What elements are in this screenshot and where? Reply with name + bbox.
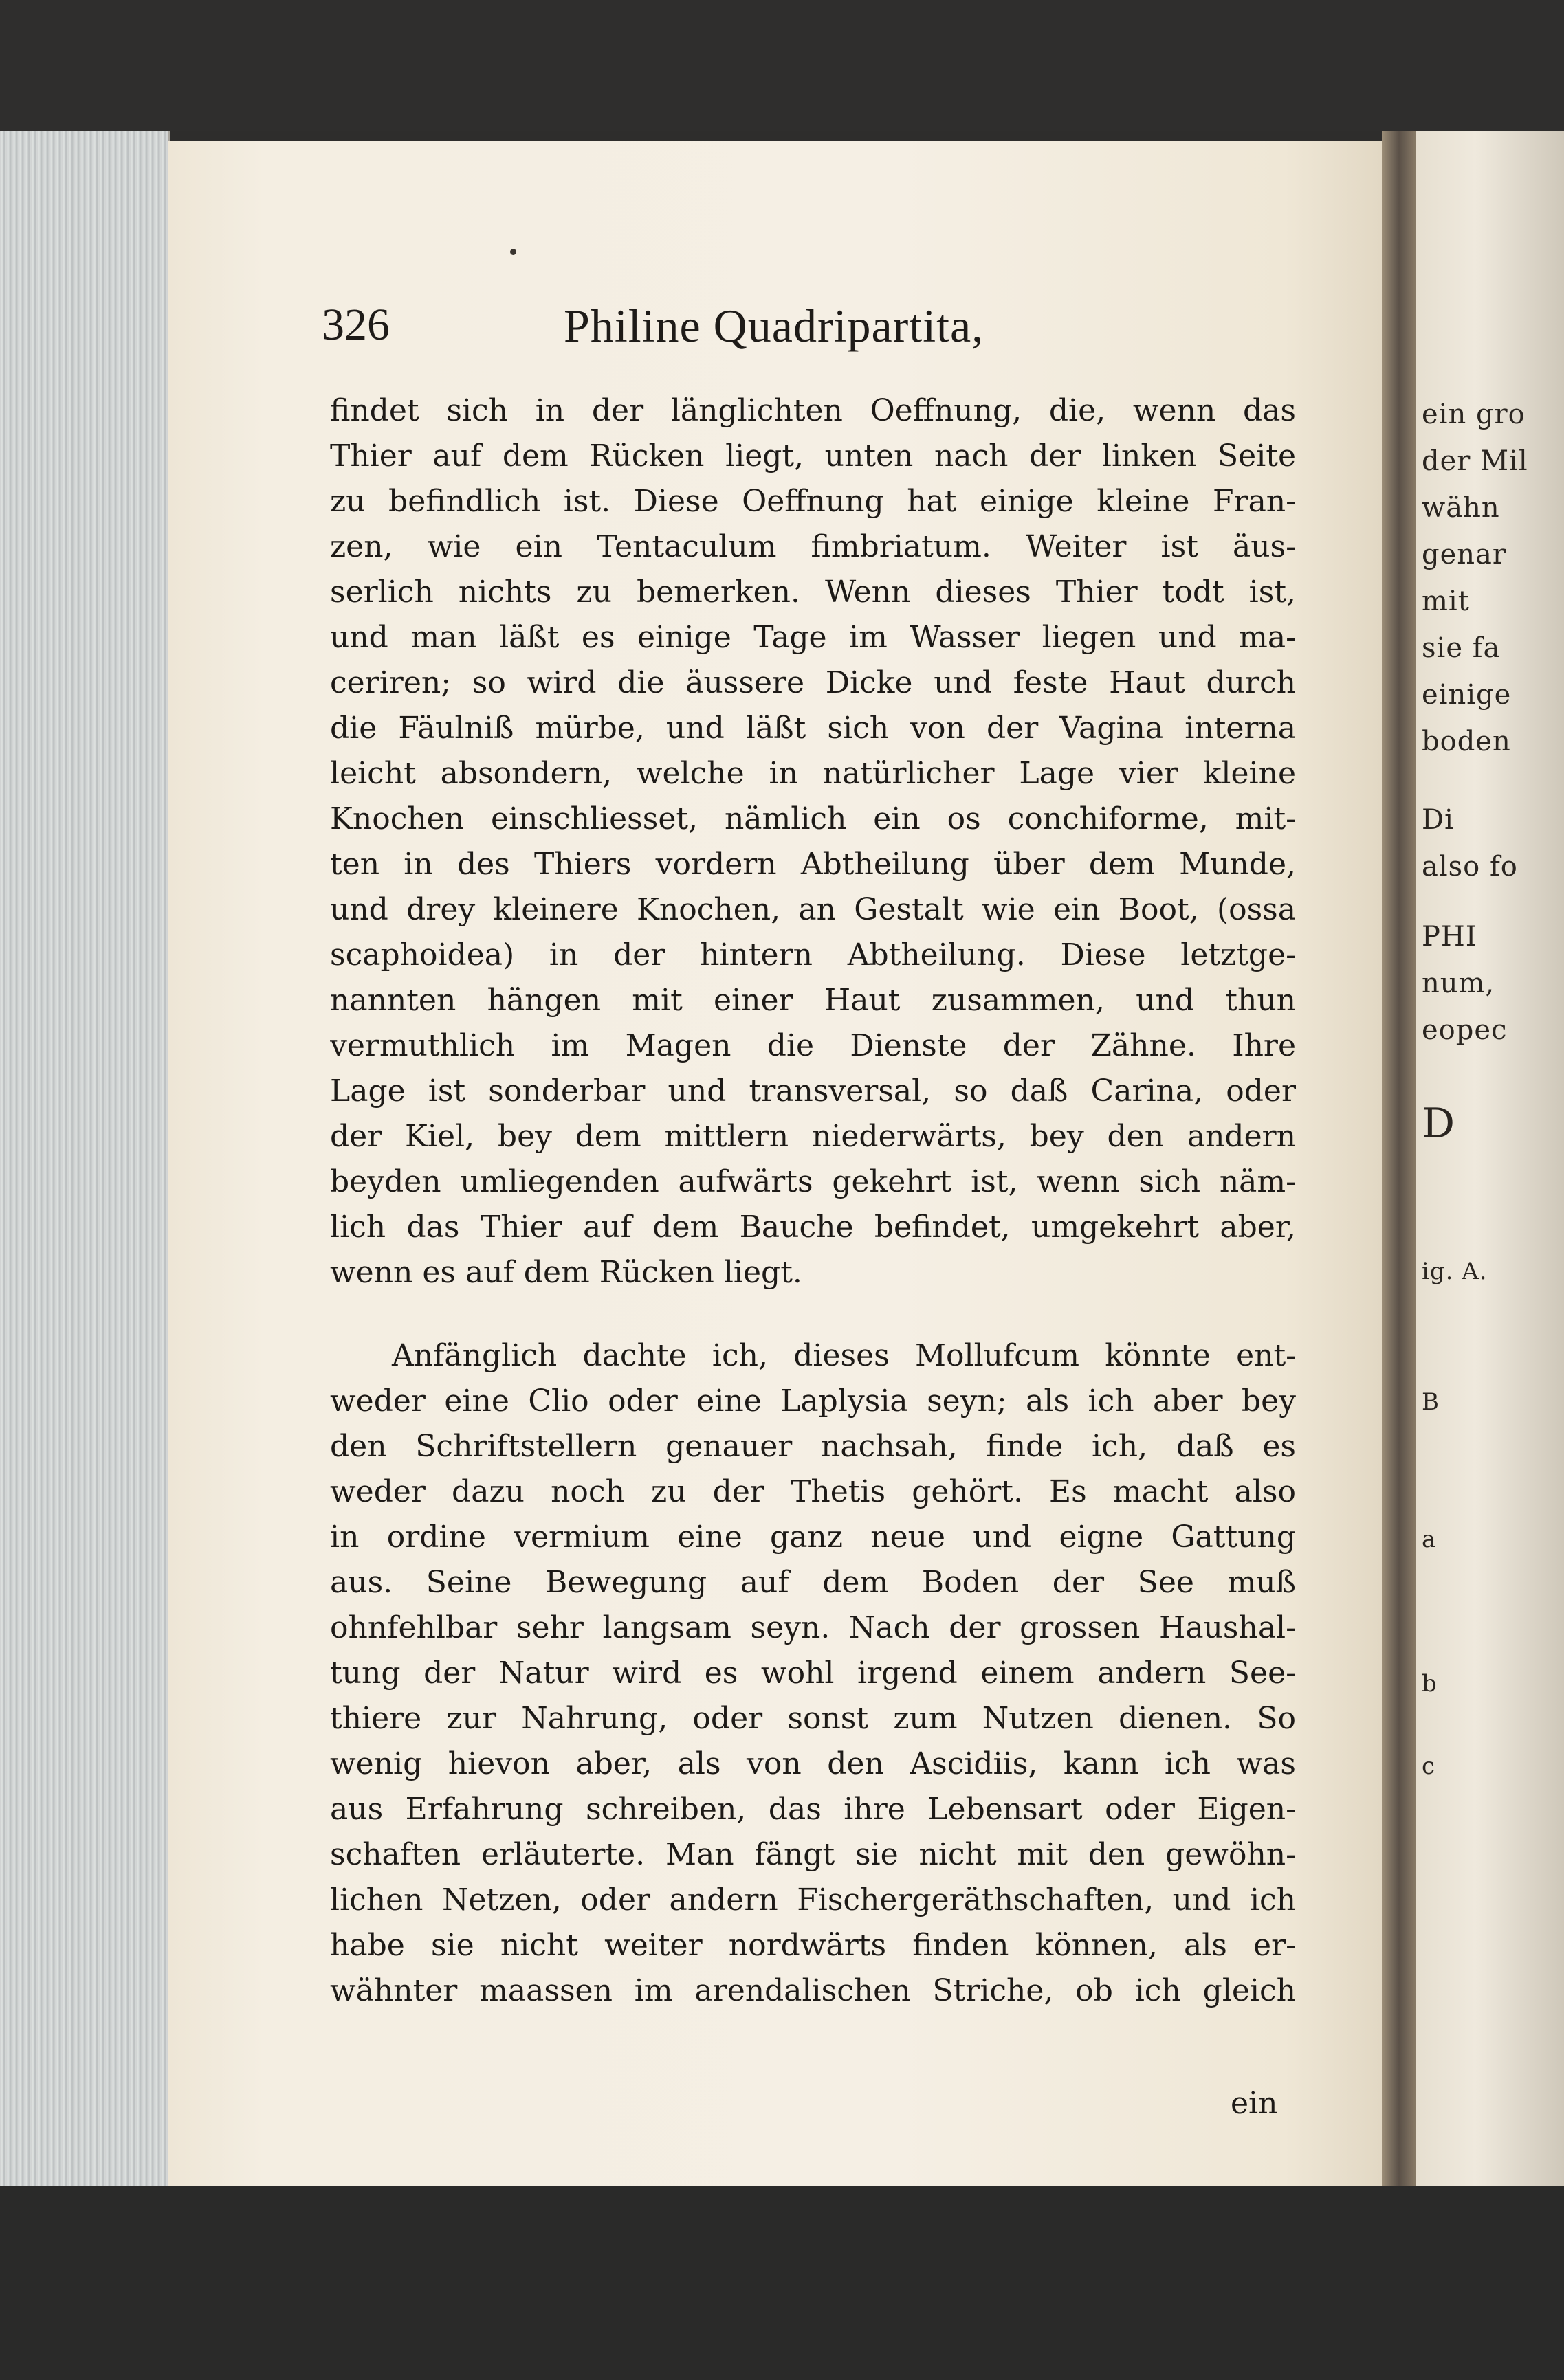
text-line: Anfänglich dachte ich, dieses Mollufcum könnte ent- <box>392 1338 1296 1373</box>
facing-page-fragment: b <box>1422 1670 1438 1698</box>
text-line: wähnter maassen im arendalischen Striche, ob ich gleich <box>330 1973 1296 2008</box>
text-line: lichen Netzen, oder andern Fischergeräthschaften, und ich <box>330 1882 1296 1917</box>
paragraph-2 <box>330 1333 1296 2014</box>
text-line: zen, wie ein Tentaculum fimbriatum. Weiter ist äus- <box>330 529 1296 564</box>
facing-page-fragment: also fo <box>1422 851 1518 882</box>
facing-page-fragment: einige <box>1422 679 1512 711</box>
text-line: Thier auf dem Rücken liegt, unten nach der linken Seite <box>330 438 1296 474</box>
text-line: lich das Thier auf dem Bauche befindet, umgekehrt aber, <box>330 1210 1296 1245</box>
facing-page-fragment: PHI <box>1422 921 1477 953</box>
text-line: aus. Seine Bewegung auf dem Boden der See muß <box>330 1565 1296 1600</box>
background-bottom <box>0 2186 1564 2380</box>
text-line: weder dazu noch zu der Thetis gehört. Es macht also <box>330 1474 1296 1509</box>
text-line: ten in des Thiers vordern Abtheilung über dem Munde, <box>330 847 1296 882</box>
running-title: Philine Quadripartita, <box>564 300 984 352</box>
page-edges <box>0 131 170 2186</box>
paragraph-spacer <box>330 1295 1296 1333</box>
text-line: vermuthlich im Magen die Dienste der Zähne. Ihre <box>330 1028 1296 1063</box>
text-line: den Schriftstellern genauer nachsah, finde ich, daß es <box>330 1429 1296 1464</box>
text-line: Lage ist sonderbar und transversal, so daß Carina, oder <box>330 1074 1296 1109</box>
text-line: leicht absondern, welche in natürlicher Lage vier kleine <box>330 756 1296 791</box>
facing-page-fragment: sie fa <box>1422 632 1501 664</box>
facing-page-fragment: boden <box>1422 726 1511 757</box>
text-line: findet sich in der länglichten Oeffnung, die, wenn das <box>330 393 1296 428</box>
body-text <box>330 388 1296 2014</box>
text-line: thiere zur Nahrung, oder sonst zum Nutzen dienen. So <box>330 1701 1296 1736</box>
text-line: die Fäulniß mürbe, und läßt sich von der Vagina interna <box>330 711 1296 746</box>
text-line: und man läßt es einige Tage im Wasser liegen und ma- <box>330 620 1296 655</box>
text-line: aus Erfahrung schreiben, das ihre Lebensart oder Eigen- <box>330 1792 1296 1827</box>
facing-page-fragment: num, <box>1422 968 1495 999</box>
page-header <box>322 299 1298 354</box>
text-line: scaphoidea) in der hintern Abtheilung. Diese letztge- <box>330 937 1296 972</box>
text-line: der Kiel, bey dem mittlern niederwärts, bey den andern <box>330 1119 1296 1154</box>
text-line: beyden umliegenden aufwärts gekehrt ist, wenn sich näm- <box>330 1164 1296 1199</box>
facing-page-fragment: D <box>1422 1100 1456 1148</box>
book-gutter <box>1382 131 1416 2186</box>
facing-page-fragment: c <box>1422 1753 1436 1780</box>
text-line: zu befindlich ist. Diese Oeffnung hat einige kleine Fran- <box>330 484 1296 519</box>
page-number: 326 <box>322 300 390 350</box>
facing-page-fragment: Di <box>1422 804 1454 836</box>
catchword: ein <box>1231 2086 1278 2121</box>
paragraph-1 <box>330 388 1296 1295</box>
facing-page-fragment: a <box>1422 1526 1437 1553</box>
text-line: Knochen einschliesset, nämlich ein os conchiforme, mit- <box>330 801 1296 836</box>
text-line: nannten hängen mit einer Haut zusammen, und thun <box>330 983 1296 1018</box>
background-top <box>0 0 1564 131</box>
facing-page-fragment: ein gro <box>1422 399 1526 430</box>
facing-page-fragment: B <box>1422 1388 1440 1416</box>
facing-page-fragment: genar <box>1422 539 1507 570</box>
facing-page-fragment: eopec <box>1422 1014 1508 1046</box>
facing-page-fragment: wähn <box>1422 492 1500 524</box>
text-line: tung der Natur wird es wohl irgend einem andern See- <box>330 1656 1296 1691</box>
facing-page-fragment: mit <box>1422 586 1470 617</box>
text-line: weder eine Clio oder eine Laplysia seyn; als ich aber bey <box>330 1383 1296 1419</box>
facing-page <box>1416 131 1564 2186</box>
text-line: ohnfehlbar sehr langsam seyn. Nach der grossen Haushal- <box>330 1610 1296 1645</box>
text-line: in ordine vermium eine ganz neue und eigne Gattung <box>330 1520 1296 1555</box>
text-line: ceriren; so wird die äussere Dicke und feste Haut durch <box>330 665 1296 700</box>
text-line: serlich nichts zu bemerken. Wenn dieses Thier todt ist, <box>330 575 1296 610</box>
text-line: habe sie nicht weiter nordwärts finden können, als er- <box>330 1928 1296 1963</box>
facing-page-fragment: ig. A. <box>1422 1258 1488 1285</box>
text-line: wenn es auf dem Rücken liegt. <box>330 1255 802 1290</box>
text-line: und drey kleinere Knochen, an Gestalt wie ein Boot, (ossa <box>330 892 1296 927</box>
text-line: schaften erläuterte. Man fängt sie nicht mit den gewöhn- <box>330 1837 1296 1872</box>
page-mark <box>510 249 516 255</box>
text-line: wenig hievon aber, als von den Ascidiis, kann ich was <box>330 1746 1296 1781</box>
facing-page-fragment: der Mil <box>1422 445 1528 477</box>
